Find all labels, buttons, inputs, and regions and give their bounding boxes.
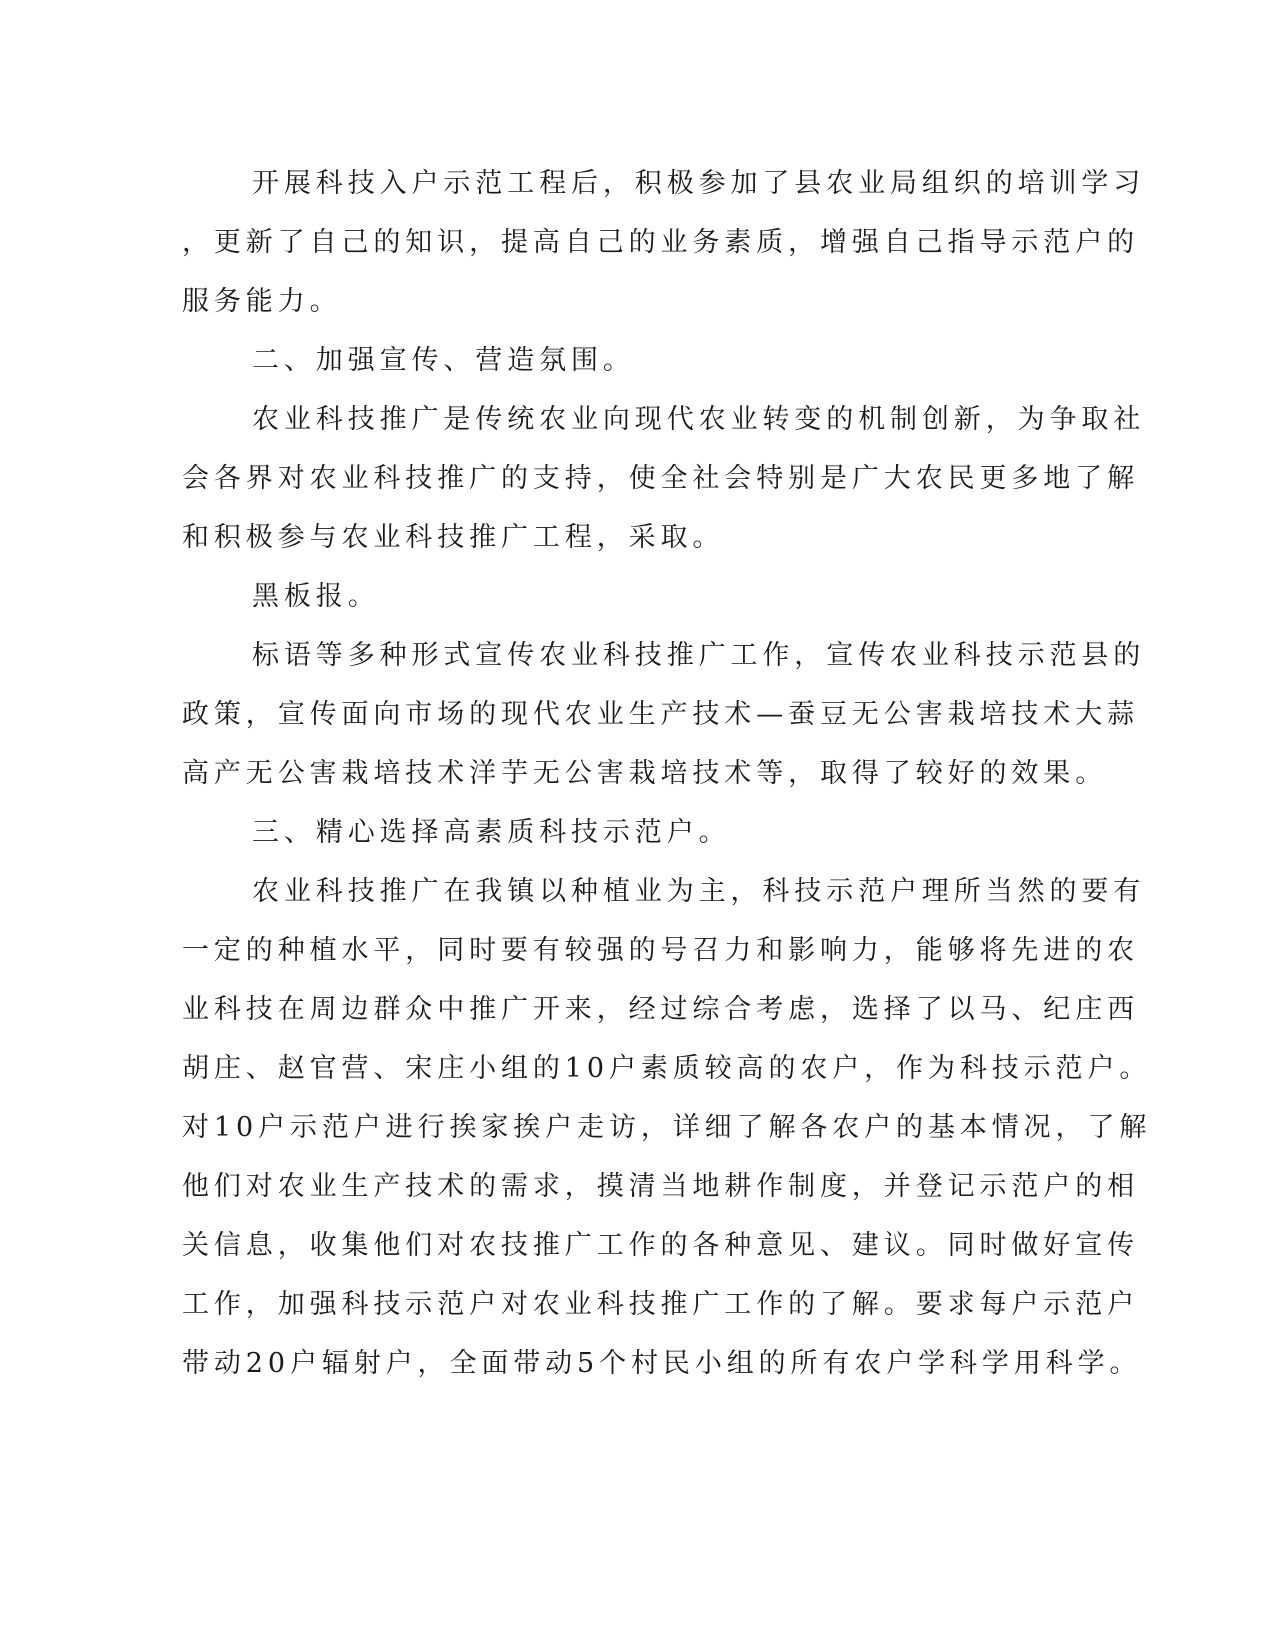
text-line: 开展科技入户示范工程后，积极参加了县农业局组织的培训学习 [252, 168, 1146, 199]
text-line: ，更新了自己的知识，提高自己的业务素质，增强自己指导示范户的 [182, 227, 1139, 258]
text-line: 标语等多种形式宣传农业科技推广工作，宣传农业科技示范县的 [252, 640, 1146, 671]
text-line: 高产无公害栽培技术洋芋无公害栽培技术等，取得了较好的效果。 [182, 758, 1108, 789]
text-line: 他们对农业生产技术的需求，摸清当地耕作制度，并登记示范户的相 [182, 1171, 1139, 1202]
text-line: 对10户示范户进行挨家挨户走访，详细了解各农户的基本情况，了解 [182, 1112, 1152, 1143]
text-line: 黑板报。 [252, 581, 380, 612]
text-line: 一定的种植水平，同时要有较强的号召力和影响力，能够将先进的农 [182, 935, 1139, 966]
text-line: 农业科技推广是传统农业向现代农业转变的机制创新，为争取社 [252, 404, 1146, 435]
text-line: 带动20户辐射户，全面带动5个村民小组的所有农户学科学用科学。 [182, 1348, 1142, 1379]
text-line: 工作，加强科技示范户对农业科技推广工作的了解。要求每户示范户 [182, 1289, 1139, 1320]
section-heading: 三、精心选择高素质科技示范户。 [252, 817, 731, 848]
text-line: 业科技在周边群众中推广开来，经过综合考虑，选择了以马、纪庄西 [182, 994, 1139, 1025]
text-line: 服务能力。 [182, 286, 342, 317]
text-line: 政策，宣传面向市场的现代农业生产技术—蚕豆无公害栽培技术大蒜 [182, 699, 1139, 730]
text-line: 农业科技推广在我镇以种植业为主，科技示范户理所当然的要有 [252, 876, 1146, 907]
text-line: 胡庄、赵官营、宋庄小组的10户素质较高的农户，作为科技示范户。 [182, 1053, 1152, 1084]
section-heading: 二、加强宣传、营造氛围。 [252, 345, 635, 376]
text-line: 会各界对农业科技推广的支持，使全社会特别是广大农民更多地了解 [182, 463, 1139, 494]
document-body [182, 154, 1152, 1393]
text-line: 和积极参与农业科技推广工程，采取。 [182, 522, 725, 553]
text-line: 关信息，收集他们对农技推广工作的各种意见、建议。同时做好宣传 [182, 1230, 1139, 1261]
